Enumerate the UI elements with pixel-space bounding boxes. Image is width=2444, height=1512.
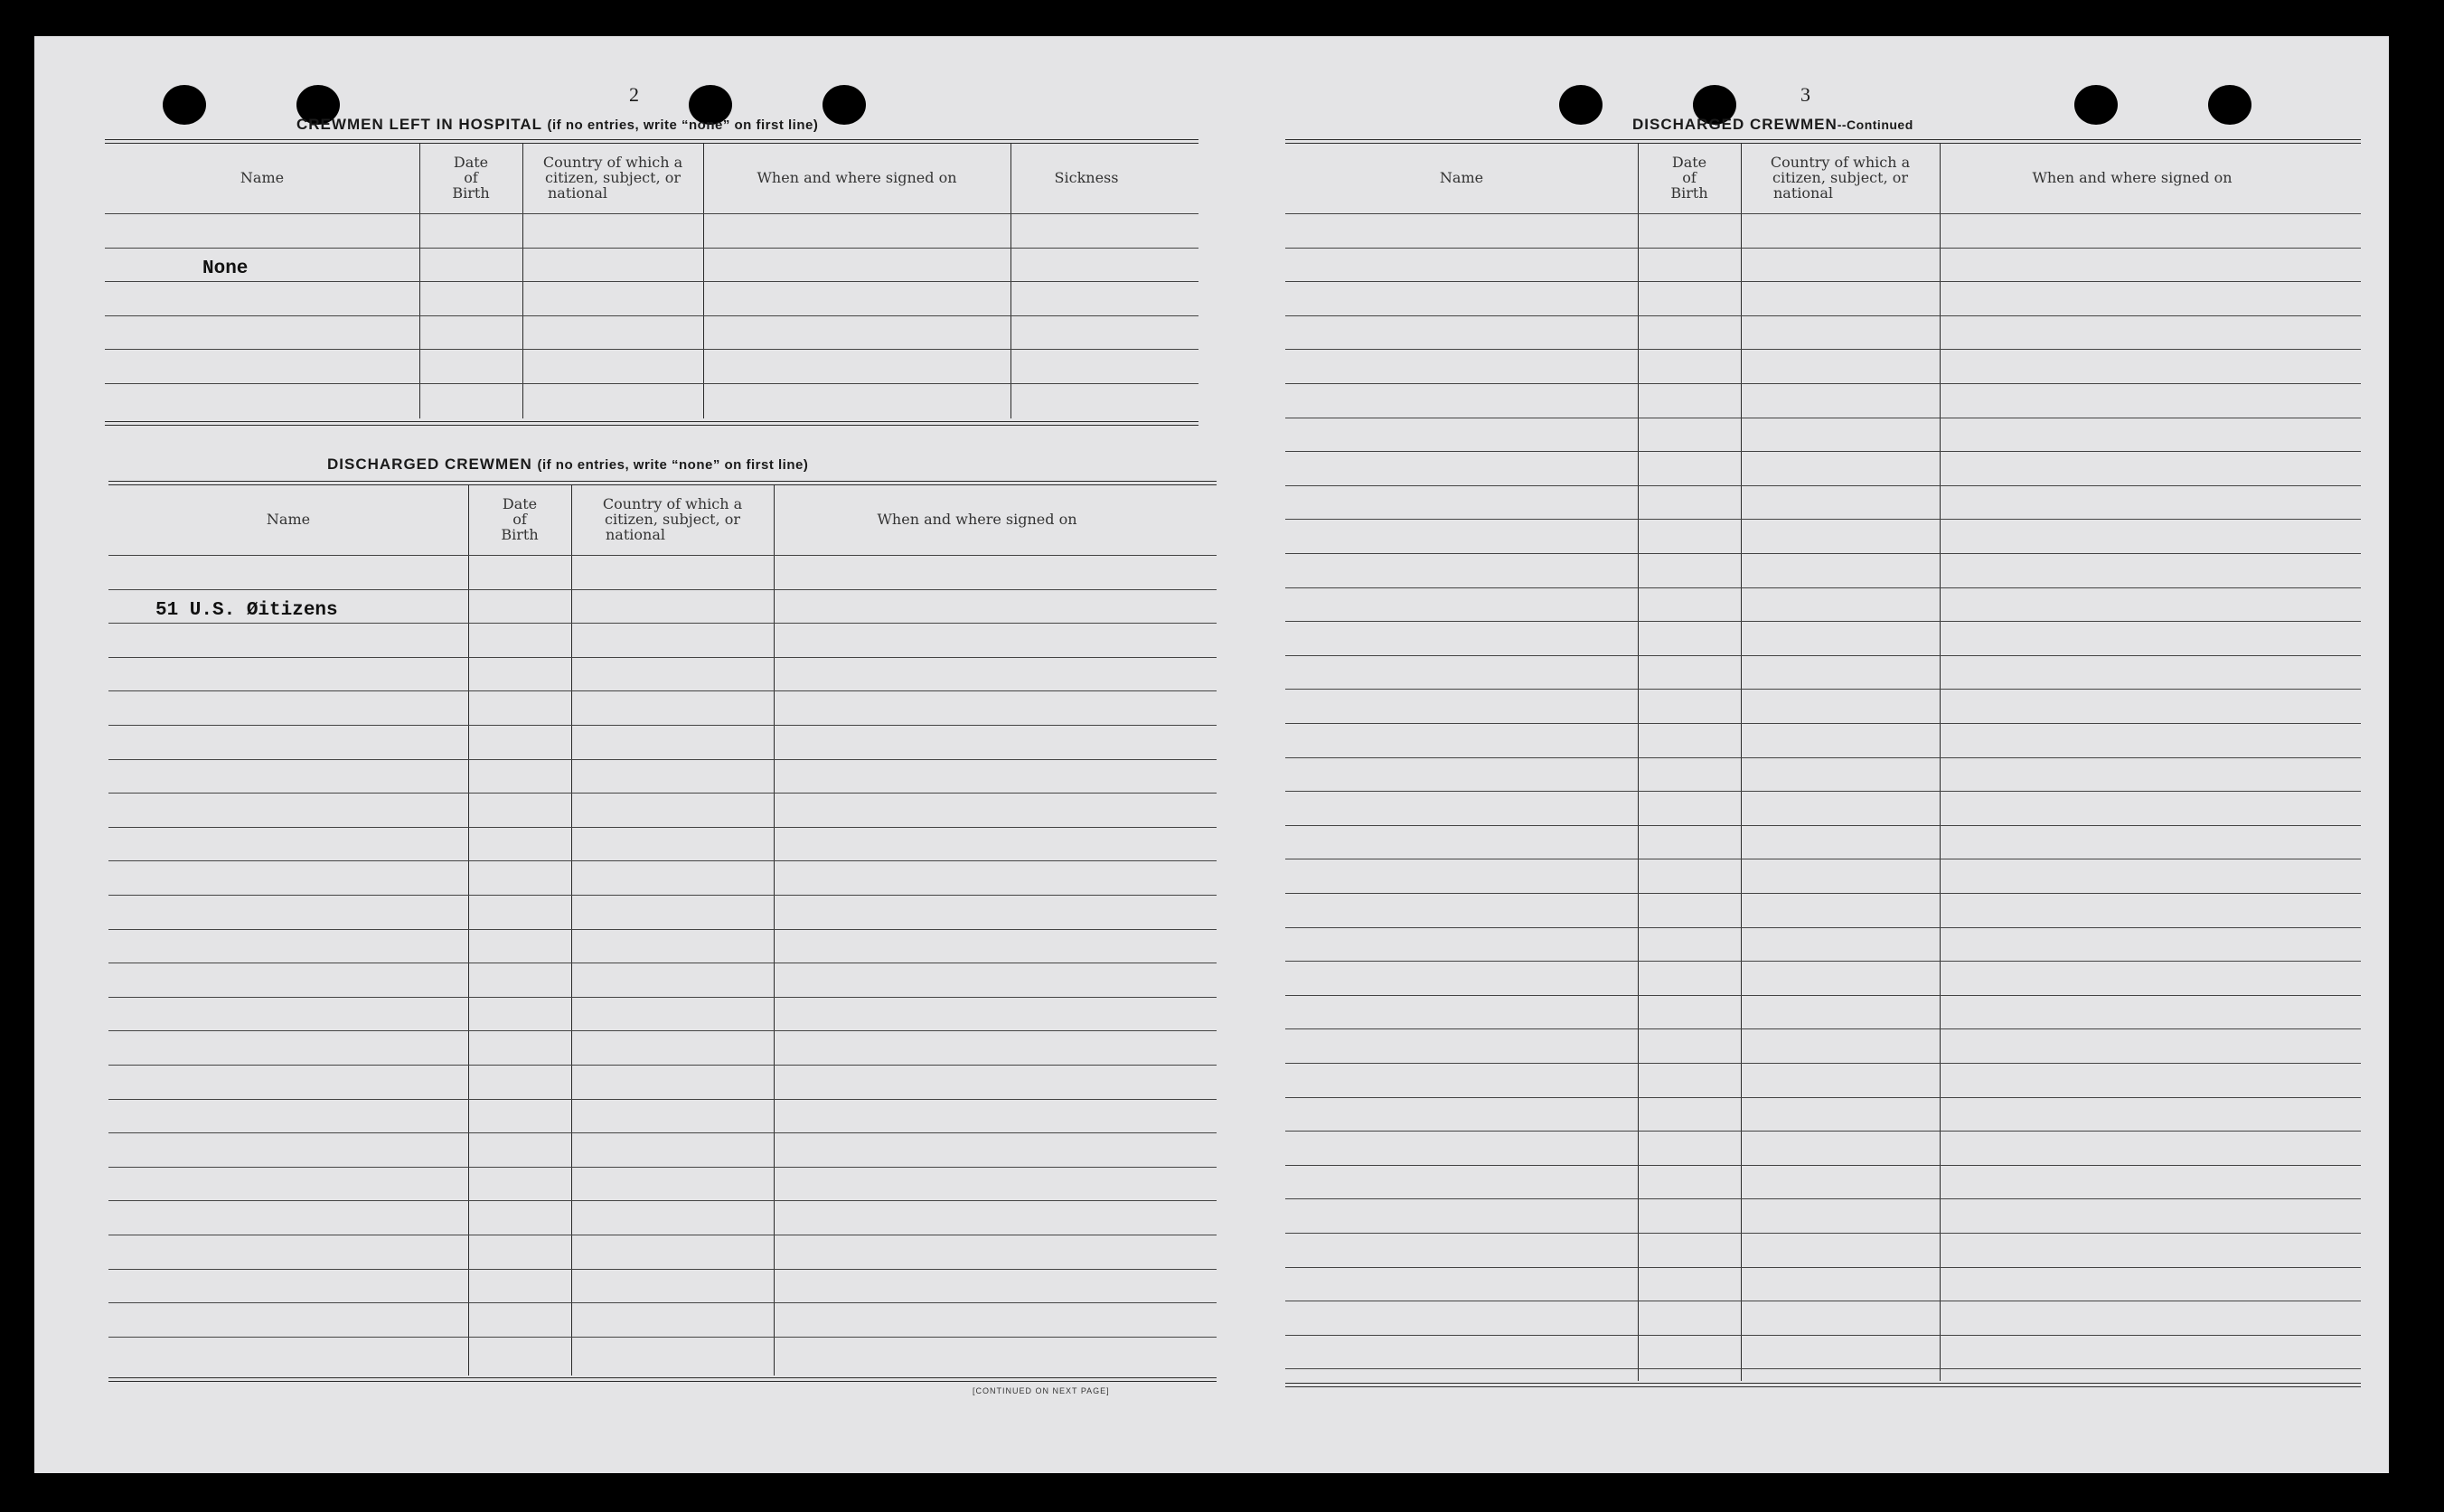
header-country-line: citizen, subject, or — [604, 511, 741, 528]
ruled-line — [108, 1065, 1217, 1066]
header-country — [522, 155, 703, 201]
ruled-line — [108, 759, 1217, 760]
ruled-line — [1285, 485, 2361, 486]
header-dob-line: of — [512, 511, 527, 528]
header-name: Name — [240, 169, 285, 186]
hospital-title-text: CREWMEN LEFT IN HOSPITAL — [296, 116, 542, 133]
ruled-line — [1285, 893, 2361, 894]
header-country-line: Country of which a — [602, 495, 743, 512]
ruled-line — [105, 281, 1198, 282]
header-country-line: national — [606, 526, 665, 543]
ruled-line — [1285, 1165, 2361, 1166]
discharged-note: (if no entries, write “none” on first line) — [537, 457, 809, 473]
ruled-line — [108, 690, 1217, 691]
ruled-line — [1285, 349, 2361, 350]
header-country — [571, 496, 774, 542]
ruled-line — [1285, 621, 2361, 622]
punch-hole — [2074, 85, 2118, 125]
ruled-line — [1285, 1335, 2361, 1336]
ruled-line — [108, 1167, 1217, 1168]
ruled-line — [1285, 791, 2361, 792]
header-country-line: national — [548, 184, 607, 202]
header-date-of-birth — [419, 155, 522, 201]
ruled-line — [108, 1269, 1217, 1270]
discharged-section-title — [327, 455, 808, 474]
header-country-line: citizen, subject, or — [544, 169, 682, 186]
ruled-line — [1285, 553, 2361, 554]
discharged-title-text: DISCHARGED CREWMEN — [327, 455, 532, 473]
header-country-line: Country of which a — [1770, 154, 1911, 171]
ruled-line — [1285, 1028, 2361, 1029]
ruled-line — [1285, 655, 2361, 656]
header-dob-line: Date — [453, 154, 489, 171]
ruled-line — [105, 349, 1198, 350]
page-number-right: 3 — [1800, 83, 1810, 106]
ruled-line — [1285, 213, 2361, 214]
hospital-section-title — [296, 116, 818, 134]
right-section-title — [1632, 116, 1913, 134]
ruled-line — [108, 997, 1217, 998]
ruled-line — [108, 793, 1217, 794]
ruled-line — [108, 895, 1217, 896]
ruled-line — [1285, 519, 2361, 520]
ruled-line — [1285, 1198, 2361, 1199]
closing-rule — [105, 425, 1198, 426]
punch-hole — [2208, 85, 2251, 125]
header-dob-line: Birth — [452, 184, 490, 202]
ruled-line — [1285, 995, 2361, 996]
header-country — [1741, 155, 1940, 201]
header-name: Name — [1439, 169, 1484, 186]
ruled-line — [1285, 961, 2361, 962]
ruled-line — [1285, 689, 2361, 690]
punch-hole — [822, 85, 866, 125]
hospital-first-entry: None — [202, 258, 249, 279]
ruled-line — [108, 1337, 1217, 1338]
ruled-line — [105, 315, 1198, 316]
ruled-line — [1285, 451, 2361, 452]
header-name: Name — [266, 511, 311, 528]
ruled-line — [1285, 723, 2361, 724]
ruled-line — [1285, 927, 2361, 928]
punch-hole — [1559, 85, 1603, 125]
header-dob-line: Birth — [1670, 184, 1708, 202]
closing-rule — [108, 1381, 1217, 1382]
header-when-where-signed: When and where signed on — [757, 169, 957, 186]
page-number-left: 2 — [629, 83, 639, 106]
ruled-line — [1285, 248, 2361, 249]
ruled-line — [105, 383, 1198, 384]
header-country-line: citizen, subject, or — [1772, 169, 1909, 186]
ruled-line — [108, 623, 1217, 624]
header-when-where-signed: When and where signed on — [877, 511, 1077, 528]
discharged-continued-table — [1285, 139, 2361, 1423]
ruled-line — [1285, 825, 2361, 826]
header-dob-line: Birth — [501, 526, 539, 543]
discharged-first-entry: 51 U.S. Øitizens — [155, 600, 338, 621]
ruled-line — [1285, 1097, 2361, 1098]
ruled-line — [1285, 315, 2361, 316]
ruled-line — [108, 589, 1217, 590]
ruled-line — [108, 1200, 1217, 1201]
ruled-line — [1285, 587, 2361, 588]
ruled-line — [108, 1030, 1217, 1031]
header-dob-line: Date — [1671, 154, 1707, 171]
header-country-line: Country of which a — [542, 154, 683, 171]
closing-rule — [1285, 1386, 2361, 1387]
hospital-note: (if no entries, write “none” on first line) — [547, 117, 819, 133]
document-sheet — [34, 36, 2389, 1473]
ruled-line — [108, 827, 1217, 828]
right-title-suffix: --Continued — [1837, 117, 1913, 132]
ruled-line — [108, 555, 1217, 556]
closing-rule — [108, 1377, 1217, 1378]
ruled-line — [1285, 383, 2361, 384]
ruled-line — [1285, 757, 2361, 758]
ruled-line — [108, 1302, 1217, 1303]
ruled-line — [1285, 1233, 2361, 1234]
ruled-line — [108, 725, 1217, 726]
header-sickness: Sickness — [1054, 169, 1119, 186]
header-country-line: national — [1773, 184, 1833, 202]
closing-rule — [1285, 1383, 2361, 1384]
header-dob-line: of — [1682, 169, 1697, 186]
ruled-line — [1285, 1063, 2361, 1064]
punch-hole — [163, 85, 206, 125]
ruled-line — [1285, 1368, 2361, 1369]
ruled-line — [105, 248, 1198, 249]
header-dob-line: Date — [502, 495, 538, 512]
ruled-line — [1285, 1267, 2361, 1268]
ruled-line — [108, 657, 1217, 658]
ruled-line — [108, 1099, 1217, 1100]
ruled-line — [1285, 1131, 2361, 1132]
ruled-line — [108, 1132, 1217, 1133]
hospital-table — [105, 139, 1198, 428]
ruled-line — [108, 860, 1217, 861]
header-date-of-birth — [1638, 155, 1741, 201]
right-title-text: DISCHARGED CREWMEN — [1632, 116, 1838, 133]
ruled-line — [108, 929, 1217, 930]
closing-rule — [105, 421, 1198, 422]
ruled-line — [1285, 281, 2361, 282]
continued-on-next-page: [CONTINUED ON NEXT PAGE] — [973, 1386, 1110, 1395]
header-when-where-signed: When and where signed on — [2032, 169, 2232, 186]
header-date-of-birth — [468, 496, 571, 542]
discharged-table — [108, 481, 1217, 1421]
header-dob-line: of — [464, 169, 478, 186]
ruled-line — [105, 213, 1198, 214]
